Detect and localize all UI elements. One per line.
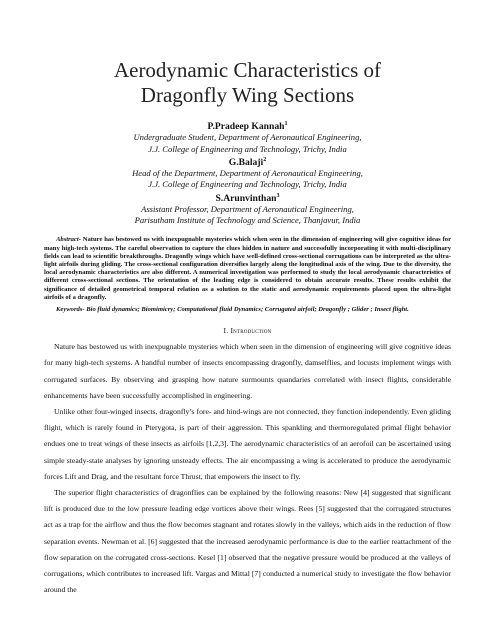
author-block	[44, 119, 451, 226]
abstract-label: Abstract-	[56, 236, 81, 244]
section-title: Introduction	[230, 326, 272, 336]
section-body	[44, 339, 451, 598]
author-affiliation: Head of the Department, Department of Aeronautical Engineering,	[132, 168, 363, 179]
body-paragraph: Nature has bestowed us with inexpugnable mysteries which when seen in the dimension of engineering will give cognitive ideas for many high-tech systems. A handful number of insects encompassing dragonfly, damselflies, and locusts implement wings with corrugated surfaces. By observing and grasping how nature surmounts quandaries correlated with insect flights, considerable enhancements have been successfully accomplished in engineering.	[44, 342, 451, 400]
body-paragraph: Unlike other four-winged insects, dragonfly’s fore- and hind-wings are not connected, they function independently. Even gliding flight, which is rarely found in Pterygota, is part of their aggression. This spankling and thermoregulated primal flight behavior endues one to treat wings of these insects as airfoils [1,2,3]. The aerodynamic characteristics of an aerofoil can be ascertained using simple steady-state analyses by ignoring unsteady effects. The air encompassing a wing is accelerated to produce the aerodynamic forces Lift and Drag, and the resultant force Thrust, that empowers the insect to fly.	[44, 407, 451, 481]
abstract-text: Nature has bestowed us with inexpugnable mysteries which when seen in the dimension of engineering will give cognitive ideas for many high-tech systems. The careful observation to capture the clues hidden in nature and successfully incorporating it with multi-disciplinary fields can lead to scientific breakthroughs. Dragonfly wings which have well-defined cross-sectional corrugations can be interpreted as the ultra-light airfoils during gliding. The cross-sectional configuration diversifies largely along the longitudinal axis of the wing. Due to the diversity, the local aerodynamic characteristics are also different. A numerical investigation was performed to study the local aerodynamic characteristics of different cross-sectional sections. The orientation of the leading edge is considered to obtain accurate results. These results exhibit the significance of detailed geometrical temporal relation as a solution to the static and aerodynamic requirements placed upon the ultra-light airfoils of a dragonfly.	[44, 236, 451, 301]
keywords: Keywords- Bio fluid dynamics; Biomimicry; Computational fluid Dynamics; Corrugated airfoil; Dragonfly ; Glider ; Insect flight.	[56, 306, 409, 314]
author-affiliation: Undergraduate Student, Department of Aeronautical Engineering,	[133, 132, 362, 143]
author-2	[44, 155, 451, 191]
author-affiliation: J.J. College of Engineering and Technology, Trichy, India	[148, 179, 347, 190]
author-name: S.Arunvinthan	[215, 192, 277, 204]
abstract	[44, 236, 451, 302]
author-superscript: 1	[284, 121, 288, 127]
author-superscript: 2	[263, 156, 267, 163]
title-line-2: Dragonfly Wing Sections	[140, 83, 355, 107]
section-number: I.	[223, 326, 229, 336]
author-3	[44, 191, 451, 227]
body-paragraph: The superior flight characteristics of dragonflies can be explained by the following reasons: New [4] suggested that significant lift is produced due to the low pressure leading edge vortices above their wings. Rees [5] suggested that the corrugated structures act as a trap for the airflow and thus the flow becomes stagnant and rotates slowly in the valleys, which aids in the reduction of flow separation events. Newman et al. [6] suggested that the increased aerodynamic performance is due to the earlier reattachment of the flow separation on the corrugated cross-sections. Kesel [1] observed that the negative pressure would be produced at the valleys of corrugations, which contributes to increased lift. Vargas and Mittal [7] conducted a numerical study to investigate the flow behavior around the	[44, 488, 451, 595]
author-affiliation: J.J. College of Engineering and Technology, Trichy, India	[148, 143, 347, 154]
paper-title	[44, 0, 451, 108]
author-affiliation: Assistant Professor, Department of Aeronautical Engineering,	[141, 203, 354, 214]
author-name: G.Balaji	[228, 156, 264, 168]
author-name: P.Pradeep Kannah	[207, 121, 285, 133]
author-superscript: 3	[276, 192, 280, 199]
section-heading	[44, 326, 451, 335]
author-affiliation: Parisutham Institute of Technology and Science, Thanjavur, India	[134, 215, 361, 226]
author-1	[44, 119, 451, 155]
title-line-1: Aerodynamic Characteristics of	[113, 58, 382, 82]
